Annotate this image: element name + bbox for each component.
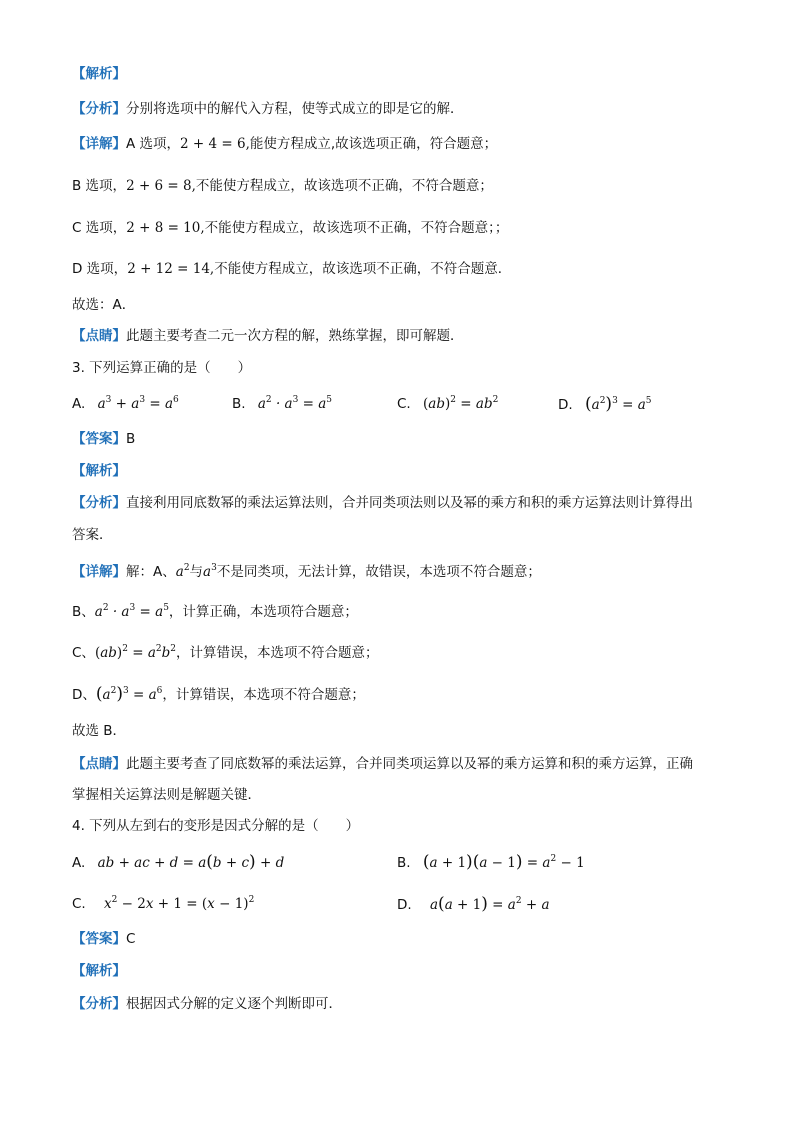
q3-option-d: D. $(a^2)^3 = a^5$	[558, 394, 652, 414]
q4-option-c: C. $x^2 - 2x + 1 = (x - 1)^2$	[72, 895, 255, 912]
q3-detail-c: C、$(ab)^2 = a^2b^2$，计算错误，本选项不符合题意；	[72, 644, 379, 661]
q3-analysis-heading: 【解析】	[72, 463, 126, 479]
q2-eq-d: 2 + 12 = 14,	[127, 261, 215, 277]
q2-analysis: 【分析】分别将选项中的解代入方程，使等式成立的即是它的解．	[72, 101, 464, 117]
q2-detail-c: C 选项，2 + 8 = 10,不能使方程成立，故该选项不正确，不符合题意；；	[72, 220, 509, 236]
q3-detail-b: B、$a^2 \cdot a^3 = a^5$，计算正确，本选项符合题意；	[72, 603, 358, 620]
q3-stem: 3. 下列运算正确的是（ ）	[72, 360, 252, 376]
q3-option-b: B. $a^2 \cdot a^3 = a^5$	[232, 395, 333, 412]
q4-analysis-heading: 【解析】	[72, 963, 126, 979]
q3-detail-a: 【详解】解：A、$a^2$与$a^3$不是同类项，无法计算，故错误，本选项不符合题意；	[72, 563, 541, 580]
q4-stem: 4. 下列从左到右的变形是因式分解的是（ ）	[72, 818, 360, 834]
q2-eq-c: 2 + 8 = 10,	[126, 220, 205, 236]
q3-choose: 故选 B．	[72, 723, 127, 739]
q4-answer: 【答案】C	[72, 931, 136, 947]
q4-analysis: 【分析】根据因式分解的定义逐个判断即可．	[72, 996, 342, 1012]
q3-option-c: C. $(ab)^2 = ab^2$	[397, 395, 499, 412]
q3-comment-1: 【点睛】此题主要考查了同底数幂的乘法运算，合并同类项运算以及幂的乘方运算和积的乘方运算，正确	[72, 756, 693, 772]
q3-analysis-1: 【分析】直接利用同底数幂的乘法运算法则，合并同类项法则以及幂的乘方和积的乘方运算法则计算得出	[72, 495, 693, 511]
q2-detail-a: 【详解】A 选项，2 + 4 = 6,能使方程成立,故该选项正确，符合题意；	[72, 136, 498, 152]
q4-option-b: B. $(a + 1)(a - 1) = a^2 - 1$	[397, 852, 585, 872]
q3-option-a: A. $a^3 + a^3 = a^6$	[72, 395, 179, 412]
q2-detail-b: B 选项，2 + 6 = 8,不能使方程成立，故该选项不正确，不符合题意；	[72, 178, 493, 194]
q2-choose: 故选：A．	[72, 297, 136, 313]
q2-detail-d: D 选项，2 + 12 = 14,不能使方程成立，故该选项不正确，不符合题意．	[72, 261, 512, 277]
q2-comment: 【点睛】此题主要考查二元一次方程的解，熟练掌握，即可解题．	[72, 328, 464, 344]
analysis-heading: 【解析】	[72, 66, 126, 82]
q3-comment-2: 掌握相关运算法则是解题关键．	[72, 787, 261, 803]
q3-detail-d: D、$(a^2)^3 = a^6$，计算错误，本选项不符合题意；	[72, 684, 365, 704]
q3-answer: 【答案】B	[72, 431, 136, 447]
q4-option-d: D. $a(a + 1) = a^2 + a$	[397, 894, 550, 914]
q2-eq-a: 2 + 4 = 6,	[180, 136, 250, 152]
q4-option-a: A. ab + ac + d = a(b + c) + d	[72, 852, 285, 872]
q2-eq-b: 2 + 6 = 8,	[126, 178, 196, 194]
q3-analysis-2: 答案．	[72, 527, 113, 543]
